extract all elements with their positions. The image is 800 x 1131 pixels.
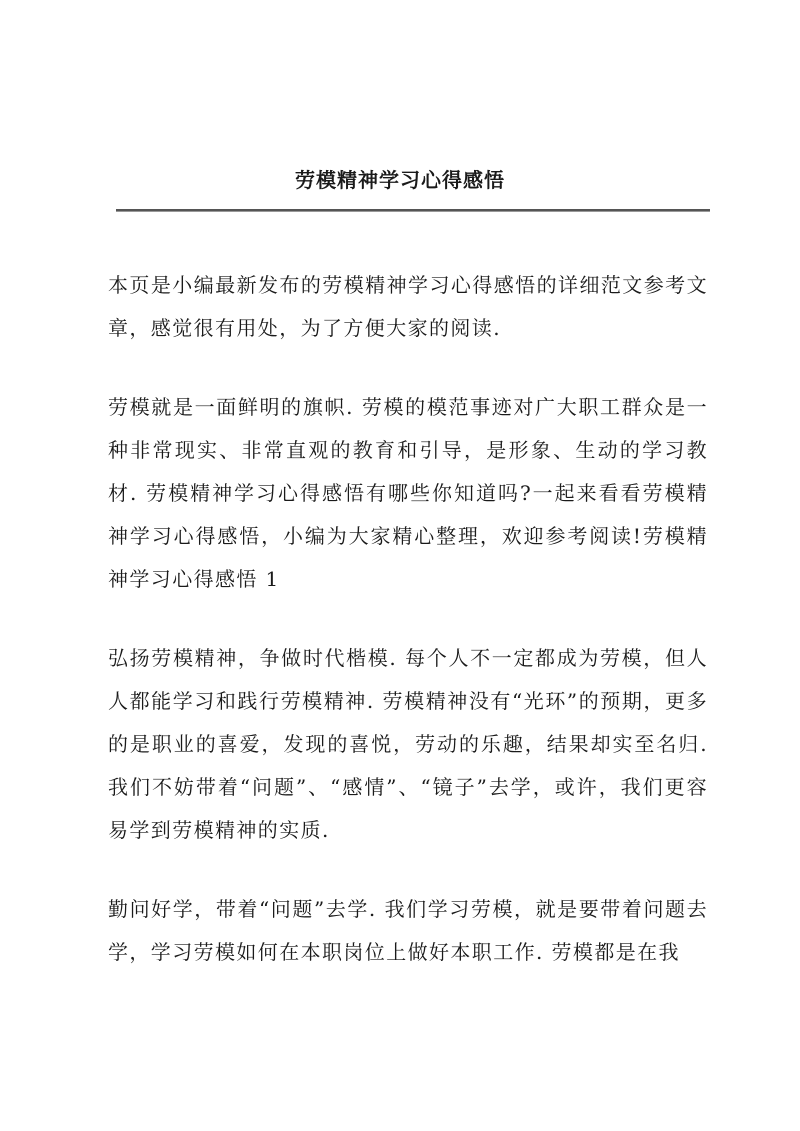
title-divider xyxy=(116,209,710,212)
paragraph-2: 弘扬劳模精神，争做时代楷模. 每个人不一定都成为劳模，但人人都能学习和践行劳模精神. 劳模精神没有“光环”的预期，更多的是职业的喜爱，发现的喜悦，劳动的乐趣，结果却实至名归. 我们不妨带着“问题”、“感情”、“镜子”去学，或许，我们更容易学到劳模精神的实质. xyxy=(108,646,708,842)
paragraph-intro: 本页是小编最新发布的劳模精神学习心得感悟的详细范文参考文章，感觉很有用处，为了方便大家的阅读. xyxy=(108,273,708,340)
document-body xyxy=(108,264,708,1010)
document-title: 劳模精神学习心得感悟 xyxy=(295,168,505,192)
paragraph-3: 勤问好学，带着“问题”去学. 我们学习劳模，就是要带着问题去学，学习劳模如何在本职岗位上做好本职工作. 劳模都是在我 xyxy=(108,897,708,964)
paragraph-1: 劳模就是一面鲜明的旗帜. 劳模的模范事迹对广大职工群众是一种非常现实、非常直观的教育和引导，是形象、生动的学习教材. 劳模精神学习心得感悟有哪些你知道吗?一起来看看劳模精神学习心得感悟，小编为大家精心整理，欢迎参考阅读!劳模精神学习心得感悟 1 xyxy=(108,395,708,591)
